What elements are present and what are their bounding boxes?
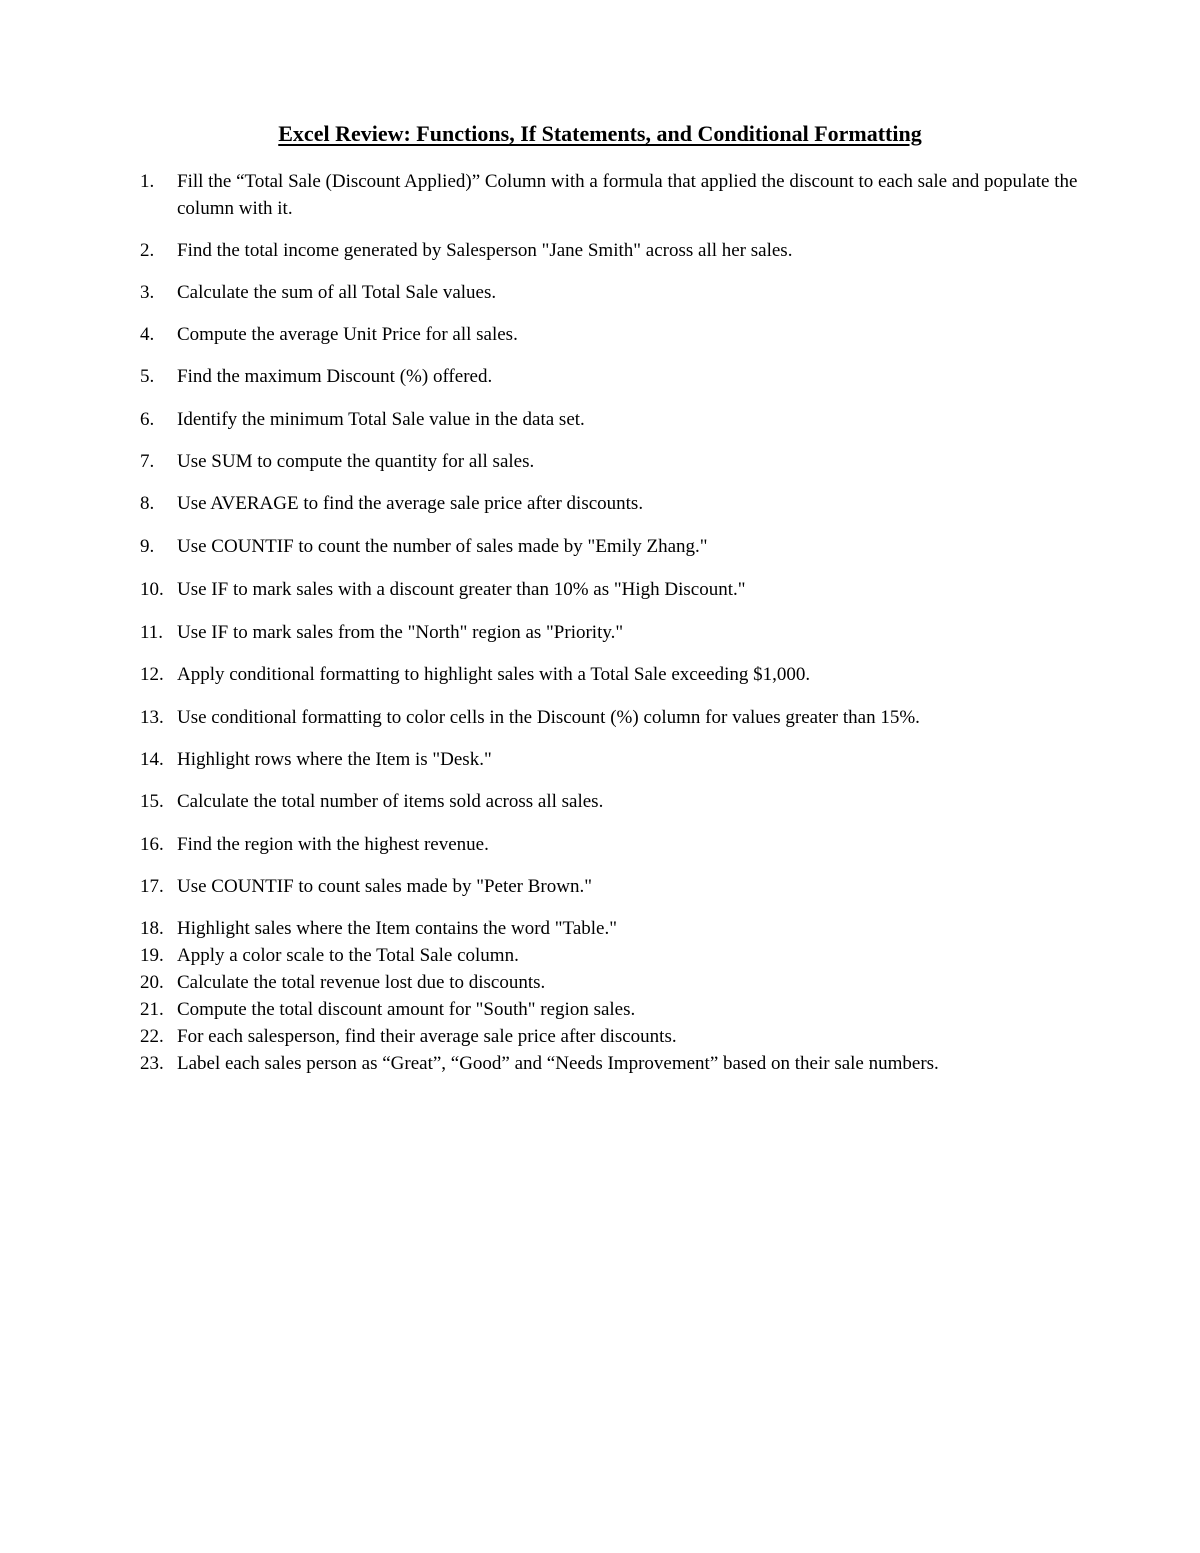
task-text: Identify the minimum Total Sale value in the data set. — [177, 409, 585, 430]
task-text: Use COUNTIF to count sales made by "Peter Brown." — [177, 876, 592, 897]
task-number: 10. — [140, 579, 164, 600]
task-number: 23. — [140, 1053, 164, 1074]
task-text: For each salesperson, find their average sale price after discounts. — [177, 1026, 677, 1047]
task-number: 3. — [140, 282, 155, 303]
task-text: Compute the total discount amount for "South" region sales. — [177, 999, 636, 1020]
task-number: 13. — [140, 707, 164, 728]
task-number: 6. — [140, 409, 155, 430]
task-text: Find the total income generated by Salesperson "Jane Smith" across all her sales. — [177, 240, 793, 261]
task-text: Find the region with the highest revenue. — [177, 834, 489, 855]
task-text: Use SUM to compute the quantity for all sales. — [177, 451, 535, 472]
task-number: 4. — [140, 324, 155, 345]
task-number: 20. — [140, 972, 164, 993]
task-text: Compute the average Unit Price for all sales. — [177, 324, 518, 345]
task-text: Calculate the total revenue lost due to discounts. — [177, 972, 546, 993]
task-text: Calculate the total number of items sold across all sales. — [177, 791, 604, 812]
task-number: 2. — [140, 240, 155, 261]
task-number: 18. — [140, 918, 164, 939]
task-text: Calculate the sum of all Total Sale values. — [177, 282, 497, 303]
task-text: Apply conditional formatting to highlight sales with a Total Sale exceeding $1,000. — [177, 664, 811, 685]
task-number: 19. — [140, 945, 164, 966]
task-text: Use conditional formatting to color cells in the Discount (%) column for values greater than 15%. — [177, 707, 920, 728]
task-number: 5. — [140, 366, 155, 387]
task-number: 1. — [140, 171, 155, 192]
task-text: Use IF to mark sales from the "North" region as "Priority." — [177, 622, 624, 643]
task-number: 14. — [140, 749, 164, 770]
task-number: 12. — [140, 664, 164, 685]
task-number: 21. — [140, 999, 164, 1020]
task-number: 8. — [140, 493, 155, 514]
task-number: 7. — [140, 451, 155, 472]
task-text: Highlight sales where the Item contains the word "Table." — [177, 918, 617, 939]
task-text: Label each sales person as “Great”, “Good” and “Needs Improvement” based on their sale numbers. — [177, 1053, 939, 1074]
task-text: Use IF to mark sales with a discount greater than 10% as "High Discount." — [177, 579, 746, 600]
task-text: Use AVERAGE to find the average sale price after discounts. — [177, 493, 644, 514]
task-number: 9. — [140, 536, 155, 557]
task-text: Find the maximum Discount (%) offered. — [177, 366, 493, 387]
task-number: 16. — [140, 834, 164, 855]
task-text: Apply a color scale to the Total Sale column. — [177, 945, 519, 966]
document-title: Excel Review: Functions, If Statements, and Conditional Formatting — [278, 121, 922, 146]
task-number: 17. — [140, 876, 164, 897]
task-number: 11. — [140, 622, 164, 643]
task-text: Fill the “Total Sale (Discount Applied)” Column with a formula that applied the discount to each sale and populate the column with it. — [177, 171, 1078, 219]
task-text: Use COUNTIF to count the number of sales made by "Emily Zhang." — [177, 536, 708, 557]
task-number: 22. — [140, 1026, 164, 1047]
task-number: 15. — [140, 791, 164, 812]
task-text: Highlight rows where the Item is "Desk." — [177, 749, 492, 770]
